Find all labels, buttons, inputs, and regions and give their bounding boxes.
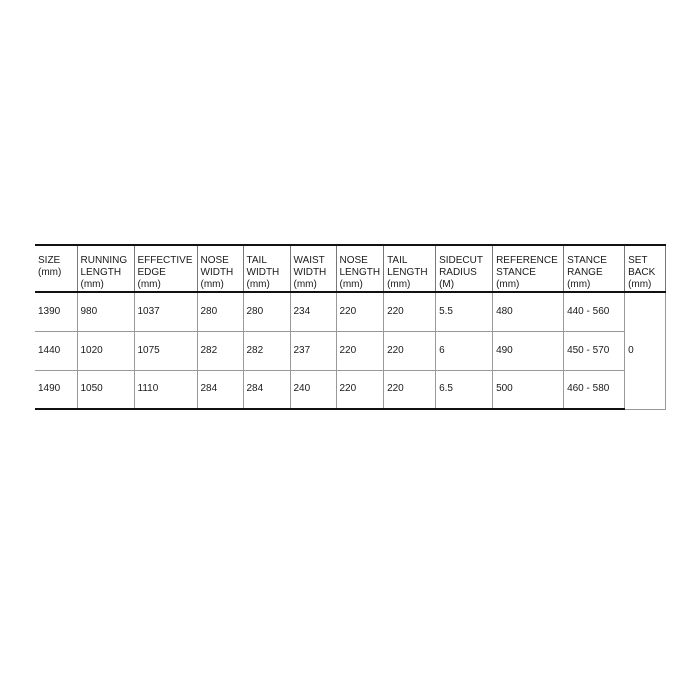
- table-cell-tail-length: 220: [384, 370, 436, 409]
- table-cell-waist-width: 240: [290, 370, 336, 409]
- column-header-line: (mm): [137, 279, 161, 290]
- column-header-size: [35, 245, 77, 292]
- column-header-reference-stance: [493, 245, 564, 292]
- column-header-effective-edge: [134, 245, 197, 292]
- table-cell-stance-range: 440 - 560: [564, 292, 625, 331]
- column-header-line: (M): [439, 279, 455, 290]
- column-header-line: NOSE: [339, 255, 368, 266]
- table-cell-stance-range: 460 - 580: [564, 370, 625, 409]
- table-cell-reference-stance: 480: [493, 292, 564, 331]
- table-row: [35, 331, 666, 370]
- table-cell-sidecut-radius: 5.5: [436, 292, 493, 331]
- column-header-nose-length: [336, 245, 384, 292]
- column-header-line: SIZE: [38, 255, 61, 266]
- column-header-line: EDGE: [137, 267, 166, 278]
- column-header-running-length: [77, 245, 134, 292]
- table-cell-waist-width: 234: [290, 292, 336, 331]
- column-header-line: STANCE: [496, 267, 536, 278]
- column-header-line: RUNNING: [80, 255, 128, 266]
- column-header-line: (mm): [80, 279, 104, 290]
- column-header-line: WIDTH: [200, 267, 234, 278]
- table-row: [35, 292, 666, 331]
- column-header-waist-width: [290, 245, 336, 292]
- column-header-line: SET: [628, 255, 648, 266]
- column-header-line: BACK: [628, 267, 656, 278]
- column-header-line: LENGTH: [80, 267, 122, 278]
- column-header-line: RADIUS: [439, 267, 477, 278]
- column-header-nose-width: [197, 245, 243, 292]
- column-header-stance-range: [564, 245, 625, 292]
- table-cell-running-length: 1020: [77, 331, 134, 370]
- table-cell-tail-length: 220: [384, 331, 436, 370]
- table-cell-nose-width: 284: [197, 370, 243, 409]
- column-header-line: STANCE: [567, 255, 607, 266]
- table-cell-tail-width: 280: [243, 292, 290, 331]
- table-cell-nose-length: 220: [336, 292, 384, 331]
- table-cell-effective-edge: 1075: [134, 331, 197, 370]
- table-body: [35, 292, 666, 409]
- table-cell-running-length: 980: [77, 292, 134, 331]
- table-cell-sidecut-radius: 6.5: [436, 370, 493, 409]
- snowboard-spec-table: [35, 244, 666, 410]
- table-row: [35, 370, 666, 409]
- table-cell-effective-edge: 1037: [134, 292, 197, 331]
- column-header-line: (mm): [246, 279, 270, 290]
- column-header-line: REFERENCE: [496, 255, 558, 266]
- column-header-tail-width: [243, 245, 290, 292]
- table-cell-nose-length: 220: [336, 370, 384, 409]
- column-header-line: (mm): [339, 279, 363, 290]
- column-header-line: NOSE: [200, 255, 229, 266]
- column-header-line: LENGTH: [339, 267, 381, 278]
- column-header-set-back: [625, 245, 666, 292]
- table-cell-set-back: 0: [625, 292, 666, 409]
- column-header-line: TAIL: [246, 255, 267, 266]
- column-header-line: (mm): [496, 279, 520, 290]
- column-header-line: LENGTH: [387, 267, 428, 278]
- table-cell-size: 1490: [35, 370, 77, 409]
- column-header-line: (mm): [293, 279, 317, 290]
- column-header-line: (mm): [387, 279, 411, 290]
- column-header-line: (mm): [628, 279, 652, 290]
- table-cell-running-length: 1050: [77, 370, 134, 409]
- table-cell-reference-stance: 500: [493, 370, 564, 409]
- table-cell-size: 1390: [35, 292, 77, 331]
- column-header-line: (mm): [200, 279, 224, 290]
- column-header-line: (mm): [567, 279, 591, 290]
- column-header-line: (mm): [38, 267, 62, 278]
- table-cell-tail-width: 284: [243, 370, 290, 409]
- table-cell-waist-width: 237: [290, 331, 336, 370]
- column-header-line: WAIST: [293, 255, 325, 266]
- column-header-line: WIDTH: [246, 267, 280, 278]
- column-header-sidecut-radius: [436, 245, 493, 292]
- table-cell-nose-width: 280: [197, 292, 243, 331]
- table-cell-stance-range: 450 - 570: [564, 331, 625, 370]
- table-cell-sidecut-radius: 6: [436, 331, 493, 370]
- column-header-tail-length: [384, 245, 436, 292]
- table-cell-size: 1440: [35, 331, 77, 370]
- column-header-line: EFFECTIVE: [137, 255, 193, 266]
- header-row: [35, 245, 666, 292]
- table-cell-tail-length: 220: [384, 292, 436, 331]
- column-header-line: TAIL: [387, 255, 408, 266]
- column-header-line: SIDECUT: [439, 255, 483, 266]
- table-cell-nose-length: 220: [336, 331, 384, 370]
- table-cell-effective-edge: 1110: [134, 370, 197, 409]
- table-cell-nose-width: 282: [197, 331, 243, 370]
- table-cell-reference-stance: 490: [493, 331, 564, 370]
- table-cell-tail-width: 282: [243, 331, 290, 370]
- column-header-line: WIDTH: [293, 267, 327, 278]
- column-header-line: RANGE: [567, 267, 603, 278]
